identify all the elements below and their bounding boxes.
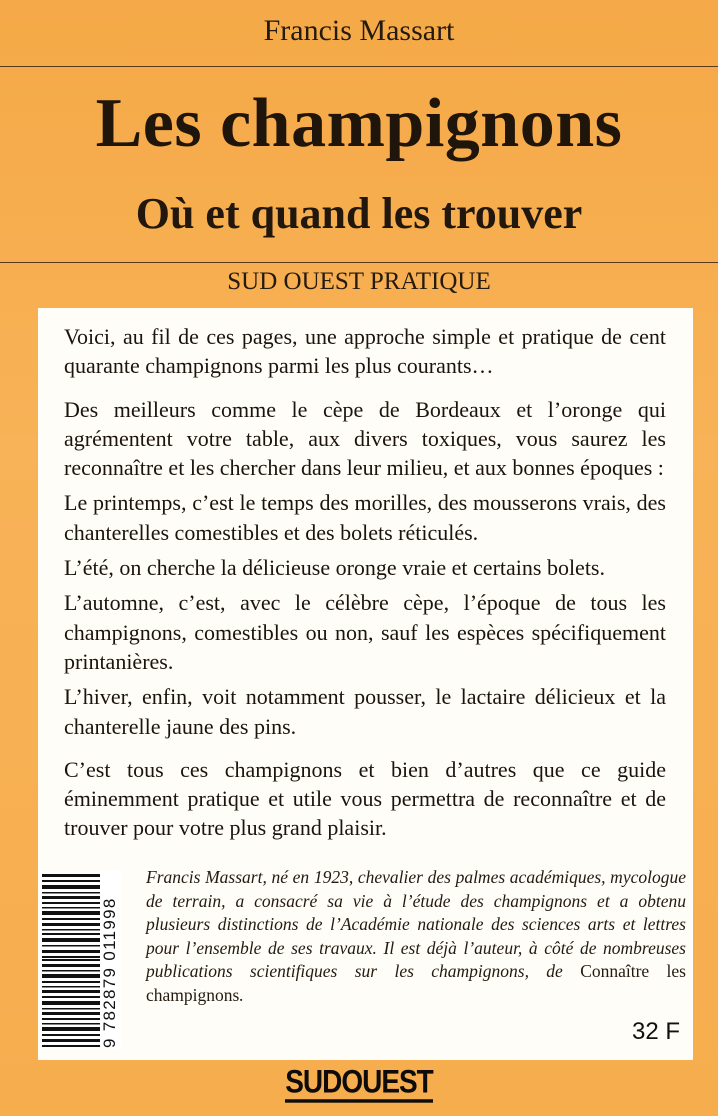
bio-text: Francis Massart, né en 1923, chevalier des palmes académiques, mycologue de terrain, a consacré sa vie à l’étude des champignons et a obtenu plusieurs distinctions de l’Académie nationale des sciences arts et lettres pour l’ensemble de ses travaux. Il est déjà l’auteur, à côté de nombreuses publications scientifiques sur les champignons, de bbox=[146, 867, 686, 981]
bio-book-title: Connaître les champignons bbox=[146, 961, 686, 1005]
book-title: Les champignons bbox=[95, 85, 623, 162]
bio-end: . bbox=[239, 984, 244, 1005]
author-biography bbox=[146, 866, 686, 1007]
publisher-logo bbox=[0, 1064, 718, 1101]
price-label: 32 F bbox=[631, 1018, 680, 1045]
blurb-paragraph-6: L’hiver, enfin, voit notamment pousser, le lactaire délicieux et la chanterelle jaune des pins. bbox=[64, 684, 666, 739]
blurb-paragraph-7: C’est tous ces champignons et bien d’autres que ce guide éminemment pratique et utile vous permettra de reconnaître et de trouver pour votre plus grand plaisir. bbox=[64, 756, 666, 841]
blurb-paragraph-4: L’été, on cherche la délicieuse oronge vraie et certains bolets. bbox=[64, 555, 605, 581]
blurb-paragraph-2: Des meilleurs comme le cèpe de Bordeaux et l’oronge qui agrémentent votre table, aux divers toxiques, vous saurez les reconnaître et les chercher dans leur milieu, et aux bonnes époques : bbox=[64, 396, 666, 481]
description-text bbox=[64, 322, 666, 843]
blurb-paragraph-1: Voici, au fil de ces pages, une approche simple et pratique de cent quarante champignons parmi les plus courants… bbox=[64, 324, 666, 379]
publisher-name: SUDOUEST bbox=[285, 1064, 433, 1103]
top-divider bbox=[0, 66, 718, 67]
author-name: Francis Massart bbox=[263, 14, 455, 47]
blurb-paragraph-3: Le printemps, c’est le temps des morilles, des mousserons vrais, des chanterelles comestibles et des bolets réticulés. bbox=[64, 490, 666, 545]
isbn-number: 9 782879 011998 bbox=[100, 897, 119, 1048]
barcode-bars bbox=[40, 870, 100, 1050]
collection-name: SUD OUEST PRATIQUE bbox=[227, 268, 491, 295]
blurb-paragraph-5: L’automne, c’est, avec le célèbre cèpe, l’époque de tous les champignons, comestibles ou non, sauf les espèces spécifiquement printanières. bbox=[64, 590, 666, 674]
middle-divider bbox=[0, 262, 718, 263]
book-subtitle: Où et quand les trouver bbox=[135, 189, 583, 238]
